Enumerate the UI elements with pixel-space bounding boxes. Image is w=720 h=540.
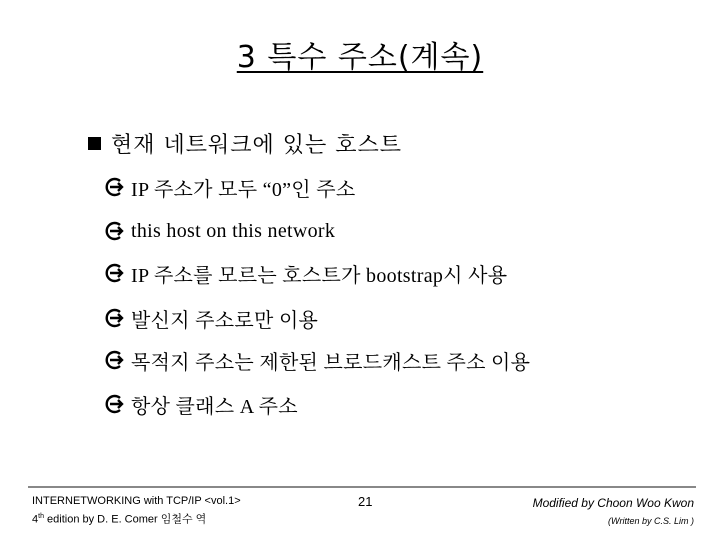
bullet-item (104, 346, 530, 374)
bullet-item (104, 390, 298, 418)
bullet-text: 항상 클래스 A 주소 (131, 395, 298, 418)
footer-book-info (32, 493, 241, 528)
section-heading (88, 128, 402, 158)
bullet-text: IP 주소가 모두 “0”인 주소 (131, 178, 356, 201)
bullet-text: this host on this network (131, 219, 336, 242)
footer-edition: 4th edition by D. E. Comer 임철수 역 (32, 513, 207, 526)
page-number: 21 (358, 494, 373, 509)
footer-book-title: INTERNETWORKING with TCP/IP <vol.1> (32, 495, 241, 507)
bullet-item (104, 173, 355, 201)
heading-text: 현재 네트워크에 있는 호스트 (111, 132, 403, 158)
bullet-text: IP 주소를 모르는 호스트가 bootstrap시 사용 (131, 264, 508, 287)
right-arrow-circle-icon (104, 176, 126, 198)
bullet-item (104, 304, 318, 332)
bullet-item (104, 259, 507, 287)
right-arrow-circle-icon (104, 393, 126, 415)
right-arrow-circle-icon (104, 349, 126, 371)
slide-title: 3 특수 주소(계속) (236, 40, 484, 75)
bullet-text: 발신지 주소로만 이용 (131, 309, 319, 332)
footer-credits (533, 495, 694, 529)
footer-modified-by: Modified by Choon Woo Kwon (532, 496, 694, 510)
right-arrow-circle-icon (104, 262, 126, 284)
right-arrow-circle-icon (104, 220, 126, 242)
right-arrow-circle-icon (104, 307, 126, 329)
footer-written-by: (Written by C.S. Lim ) (607, 516, 694, 526)
footer-divider (28, 486, 696, 488)
bullet-item (104, 217, 335, 245)
square-bullet-icon (88, 137, 101, 150)
bullet-text: 목적지 주소는 제한된 브로드캐스트 주소 이용 (131, 351, 531, 374)
